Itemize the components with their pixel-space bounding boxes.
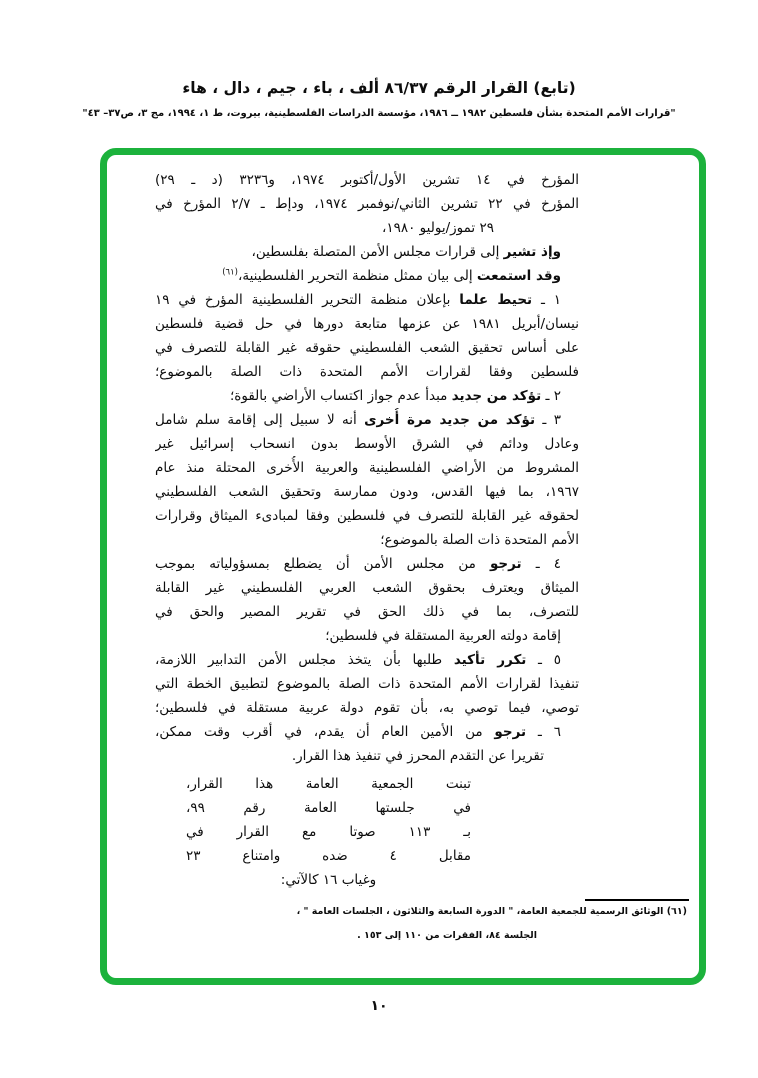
text-run: مبدأ عدم جواز اكتساب الأراضي بالقوة؛: [230, 388, 452, 404]
text-run: تؤكد من جديد مرة أُخرى: [364, 412, 536, 428]
resolution-body-text: [155, 168, 579, 892]
body-line: [155, 384, 579, 408]
body-line: [155, 552, 579, 576]
header-source-line: "قرارات الأمم المتحدة بشأن فلسطين ١٩٨٢ ــ ١٩٨٦، مؤسسة الدراسات الفلسطينية، بيروت، ط ١، ١٩٩٤، مج ٣، ص٣٧– ٤٣": [82, 108, 676, 119]
text-run: ترجو: [489, 556, 522, 572]
text-run: ٤ ـ: [521, 556, 561, 572]
text-run: ٣ ـ: [535, 412, 561, 428]
text-run: ٥ ـ: [526, 652, 561, 668]
text-run: الميثاق ويعترف بحقوق الشعب العربي الفلسطيني غير القابلة: [155, 580, 579, 596]
adoption-line: في جلستها العامة رقم ٩٩،: [186, 800, 471, 816]
green-border-frame: [100, 148, 706, 985]
text-run: إلى قرارات مجلس الأمن المتصلة بفلسطين،: [251, 244, 504, 260]
text-run: إقامة دولته العربية المستقلة في فلسطين؛: [325, 628, 561, 644]
body-line: [155, 480, 579, 504]
text-run: من مجلس الأمن أن يضطلع بمسؤولياته بموجب: [155, 556, 490, 572]
text-run: تكرر تأكيد: [453, 652, 527, 668]
body-line: [155, 720, 579, 744]
text-run: أنه لا سبيل إلى إقامة سلم شامل: [155, 412, 365, 428]
body-line: [155, 408, 579, 432]
body-line: [155, 432, 579, 456]
body-line: [155, 504, 579, 528]
text-run: وقد استمعت: [476, 268, 561, 284]
footnote-separator-rule: [585, 899, 689, 901]
page-number: ١٠: [370, 998, 388, 1014]
text-run: تحيط علما: [459, 292, 533, 308]
body-line: [155, 744, 579, 768]
text-run: بإعلان منظمة التحرير الفلسطينية المؤرخ في ١٩: [155, 292, 460, 308]
text-run: وعادل ودائم في الشرق الأوسط بدون انسحاب إسرائيل غير: [155, 436, 579, 452]
body-line: [155, 528, 579, 552]
text-run: تؤكد من جديد: [451, 388, 542, 404]
adoption-paragraph-block: [186, 772, 471, 892]
text-run: لحقوقه غير القابلة للتصرف في فلسطين وفقا لمبادىء الميثاق وقرارات: [155, 508, 579, 524]
body-line: [155, 624, 579, 648]
footnote-line-2: الجلسة ٨٤، الفقرات من ١١٠ إلى ١٥٣ .: [357, 930, 537, 941]
adoption-line: مقابل ٤ ضده وامتناع ٢٣: [186, 848, 471, 864]
body-line: [155, 312, 579, 336]
text-run: من الأمين العام أن يقدم، في أقرب وقت ممكن،: [155, 724, 495, 740]
body-line: [155, 168, 579, 192]
text-run: للتصرف، بما في ذلك الحق في تقرير المصير والحق في: [155, 604, 579, 620]
text-run: وإذ تشير: [503, 244, 561, 260]
body-line: [155, 576, 579, 600]
body-line: [155, 672, 579, 696]
body-line: [155, 264, 579, 288]
text-run: توصي، فيما توصي به، بأن تقوم دولة عربية مستقلة في فلسطين؛: [155, 700, 579, 716]
text-run: ١٩٦٧، بما فيها القدس، ودون ممارسة وتحقيق الشعب الفلسطيني: [155, 484, 579, 500]
body-line: [155, 192, 579, 216]
text-run: تنفيذا لقرارات الأمم المتحدة ذات الصلة بالموضوع لتطبيق الخطة التي: [155, 676, 579, 692]
footnote-reference: (٦١): [222, 267, 238, 278]
body-line: [155, 696, 579, 720]
text-run: ١ ـ: [532, 292, 562, 308]
adoption-line: وغياب ١٦ كالآتي:: [280, 872, 377, 888]
body-line: [155, 336, 579, 360]
text-run: المؤرخ في ٢٢ تشرين الثاني/نوفمبر ١٩٧٤، ودإط ـ ٢/٧ المؤرخ في: [155, 196, 579, 212]
text-run: طلبها بأن يتخذ مجلس الأمن التدابير اللازمة،: [155, 652, 454, 668]
adoption-line: تبنت الجمعية العامة هذا القرار،: [186, 776, 471, 792]
footnote-line-1: (٦١) الوثائق الرسمية للجمعية العامة، " الدورة السابعة والثلاثون ، الجلسات العامة " ،: [296, 906, 687, 917]
body-line: [155, 600, 579, 624]
text-run: نيسان/أبريل ١٩٨١ عن عزمها متابعة دورها في حل قضية فلسطين: [155, 316, 579, 332]
text-run: على أساس تحقيق الشعب الفلسطيني حقوقه غير القابلة للتصرف في: [155, 340, 579, 356]
body-line: [155, 360, 579, 384]
text-run: ٢٩ تموز/يوليو ١٩٨٠،: [382, 220, 494, 236]
text-run: فلسطين وفقا لقرارات الأمم المتحدة ذات الصلة بالموضوع؛: [155, 364, 579, 380]
adoption-line: بـ ١١٣ صوتا مع القرار في: [186, 824, 471, 840]
text-run: المشروط من الأراضي الفلسطينية والعربية الأُخرى المحتلة منذ عام: [155, 460, 579, 476]
text-run: تقريرا عن التقدم المحرز في تنفيذ هذا القرار.: [291, 748, 544, 764]
body-line: [155, 240, 579, 264]
header-title: (تابع) القرار الرقم ٨٦/٣٧ ألف ، باء ، جيم ، دال ، هاء: [182, 79, 576, 97]
text-run: الأمم المتحدة ذات الصلة بالموضوع؛: [380, 532, 579, 548]
text-run: ٢ ـ: [541, 388, 561, 404]
body-line: [155, 288, 579, 312]
text-run: ترجو: [494, 724, 527, 740]
text-run: المؤرخ في ١٤ تشرين الأول/أكتوبر ١٩٧٤، و٣٢٣٦ (د ـ ٢٩): [155, 172, 579, 188]
text-run: إلى بيان ممثل منظمة التحرير الفلسطينية،: [238, 268, 477, 284]
body-line: [155, 216, 579, 240]
body-line: [155, 456, 579, 480]
body-line: [155, 648, 579, 672]
text-run: ٦ ـ: [526, 724, 561, 740]
